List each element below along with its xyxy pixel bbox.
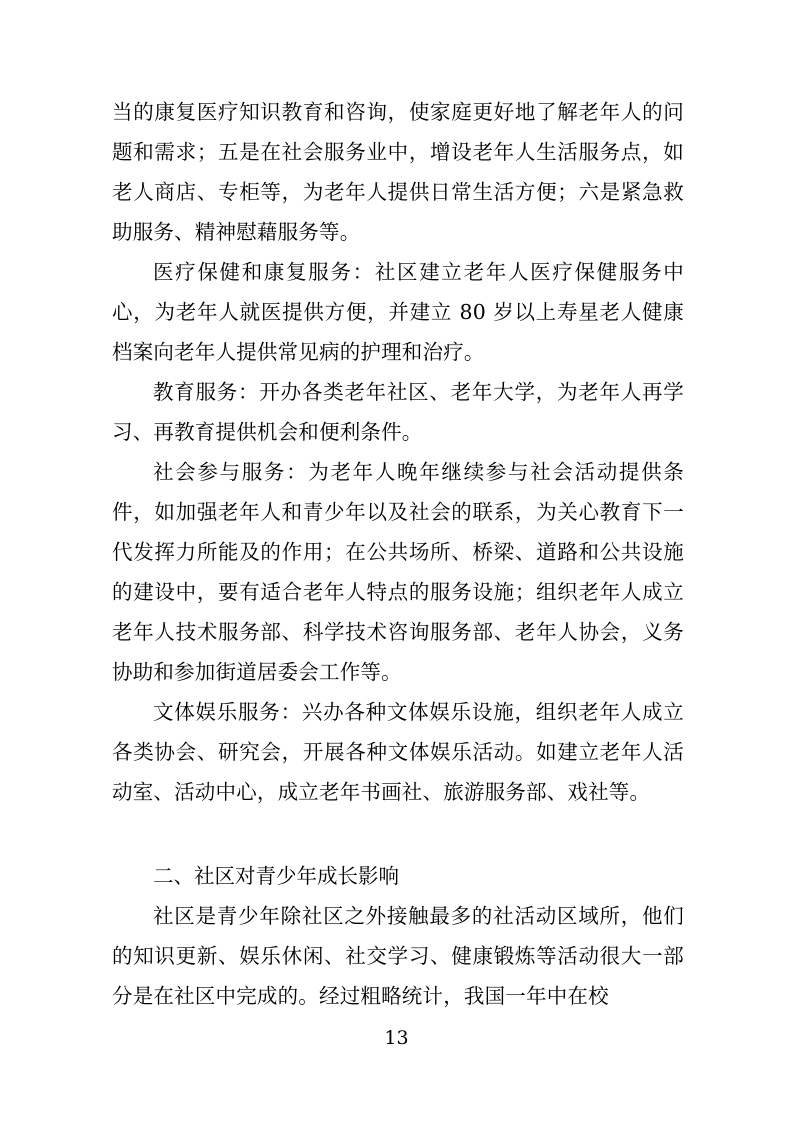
paragraph: 文体娱乐服务：兴办各种文体娱乐设施，组织老年人成立各类协会、研究会，开展各种文体娱乐活动。如建立老年人活动室、活动中心，成立老年书画社、旅游服务部、戏社等。	[112, 700, 684, 804]
document-body	[112, 92, 684, 1016]
paragraph: 医疗保健和康复服务：社区建立老年人医疗保健服务中心，为老年人就医提供方便，并建立 80 岁以上寿星老人健康档案向老年人提供常见病的护理和治疗。	[112, 260, 684, 364]
section-spacer	[112, 812, 684, 856]
paragraph: 社区是青少年除社区之外接触最多的社活动区域所，他们的知识更新、娱乐休闲、社交学习、健康锻炼等活动很大一部分是在社区中完成的。经过粗略统计，我国一年中在校	[112, 904, 684, 1008]
paragraph: 社会参与服务：为老年人晚年继续参与社会活动提供条件，如加强老年人和青少年以及社会的联系，为关心教育下一代发挥力所能及的作用；在公共场所、桥梁、道路和公共设施的建设中，要有适合老年人特点的服务设施；组织老年人成立老年人技术服务部、科学技术咨询服务部、老年人协会，义务协助和参加街道居委会工作等。	[112, 460, 684, 684]
section-heading: 二、社区对青少年成长影响	[153, 864, 399, 888]
paragraph: 当的康复医疗知识教育和咨询，使家庭更好地了解老年人的问题和需求；五是在社会服务业中，增设老年人生活服务点，如老人商店、专柜等，为老年人提供日常生活方便；六是紧急救助服务、精神慰藉服务等。	[112, 100, 684, 244]
page-number: 13	[384, 1027, 409, 1049]
paragraph: 教育服务：开办各类老年社区、老年大学，为老年人再学习、再教育提供机会和便利条件。	[112, 380, 684, 444]
